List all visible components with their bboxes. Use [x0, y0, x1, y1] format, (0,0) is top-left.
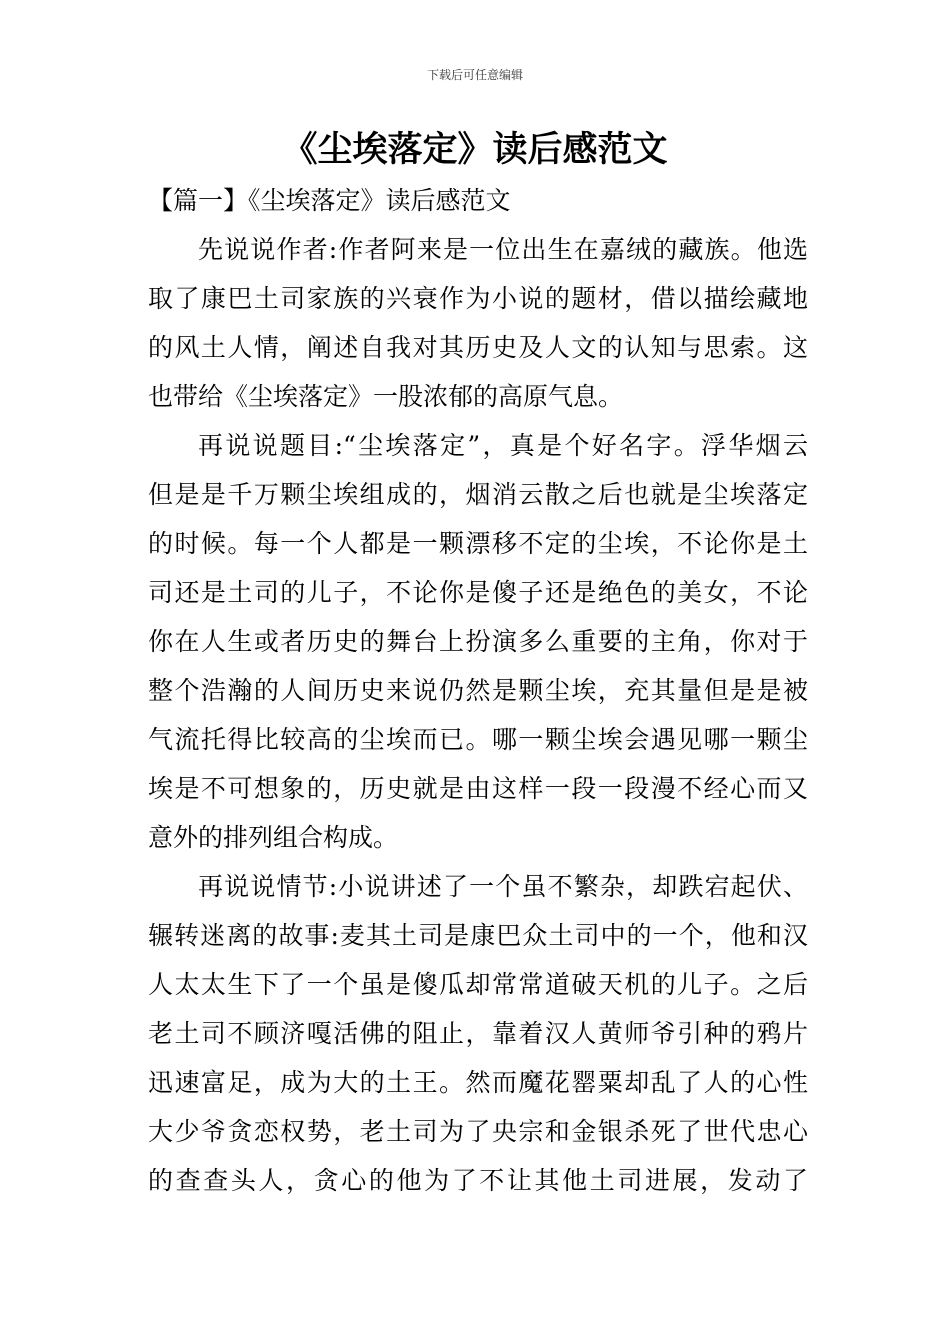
paragraph-line: 人太太生下了一个虽是傻瓜却常常道破天机的儿子。之后 [148, 970, 808, 999]
paragraph-line: 但是是千万颗尘埃组成的，烟消云散之后也就是尘埃落定 [148, 480, 808, 509]
paragraph-line: 迅速富足，成为大的土王。然而魔花罂粟却乱了人的心性 [148, 1068, 808, 1097]
paragraph-line: 老土司不顾济嘎活佛的阻止，靠着汉人黄师爷引种的鸦片 [148, 1019, 808, 1048]
document-title: 《尘埃落定》读后感范文 [282, 130, 668, 170]
paragraph-line: 再说说题目:“尘埃落定”，真是个好名字。浮华烟云 [198, 431, 808, 460]
paragraph-line: 再说说情节:小说讲述了一个虽不繁杂，却跌宕起伏、 [198, 872, 808, 901]
header-note: 下载后可任意编辑 [426, 68, 523, 82]
paragraph-line: 的风土人情，阐述自我对其历史及人文的认知与思索。这 [148, 333, 808, 362]
paragraph-line: 意外的排列组合构成。 [148, 823, 399, 852]
paragraph-line: 的查查头人，贪心的他为了不让其他土司进展，发动了 [148, 1166, 808, 1195]
paragraph-line: 的时候。每一个人都是一颗漂移不定的尘埃，不论你是土 [148, 529, 808, 558]
paragraph-line: 也带给《尘埃落定》一股浓郁的高原气息。 [148, 382, 624, 411]
paragraph-line: 取了康巴土司家族的兴衰作为小说的题材，借以描绘藏地 [148, 284, 808, 313]
paragraph-line: 司还是土司的儿子，不论你是傻子还是绝色的美女，不论 [148, 578, 808, 607]
paragraph-line: 辗转迷离的故事:麦其土司是康巴众土司中的一个，他和汉 [148, 921, 808, 950]
section-heading: 【篇一】《尘埃落定》读后感范文 [148, 186, 511, 215]
paragraph-line: 先说说作者:作者阿来是一位出生在嘉绒的藏族。他选 [198, 235, 808, 264]
paragraph-line: 你在人生或者历史的舞台上扮演多么重要的主角，你对于 [148, 627, 808, 656]
paragraph-line: 气流托得比较高的尘埃而已。哪一颗尘埃会遇见哪一颗尘 [148, 725, 808, 754]
paragraph-line: 埃是不可想象的，历史就是由这样一段一段漫不经心而又 [148, 774, 808, 803]
paragraph-line: 整个浩瀚的人间历史来说仍然是颗尘埃，充其量但是是被 [148, 676, 808, 705]
paragraph-line: 大少爷贪恋权势，老土司为了央宗和金银杀死了世代忠心 [148, 1117, 808, 1146]
